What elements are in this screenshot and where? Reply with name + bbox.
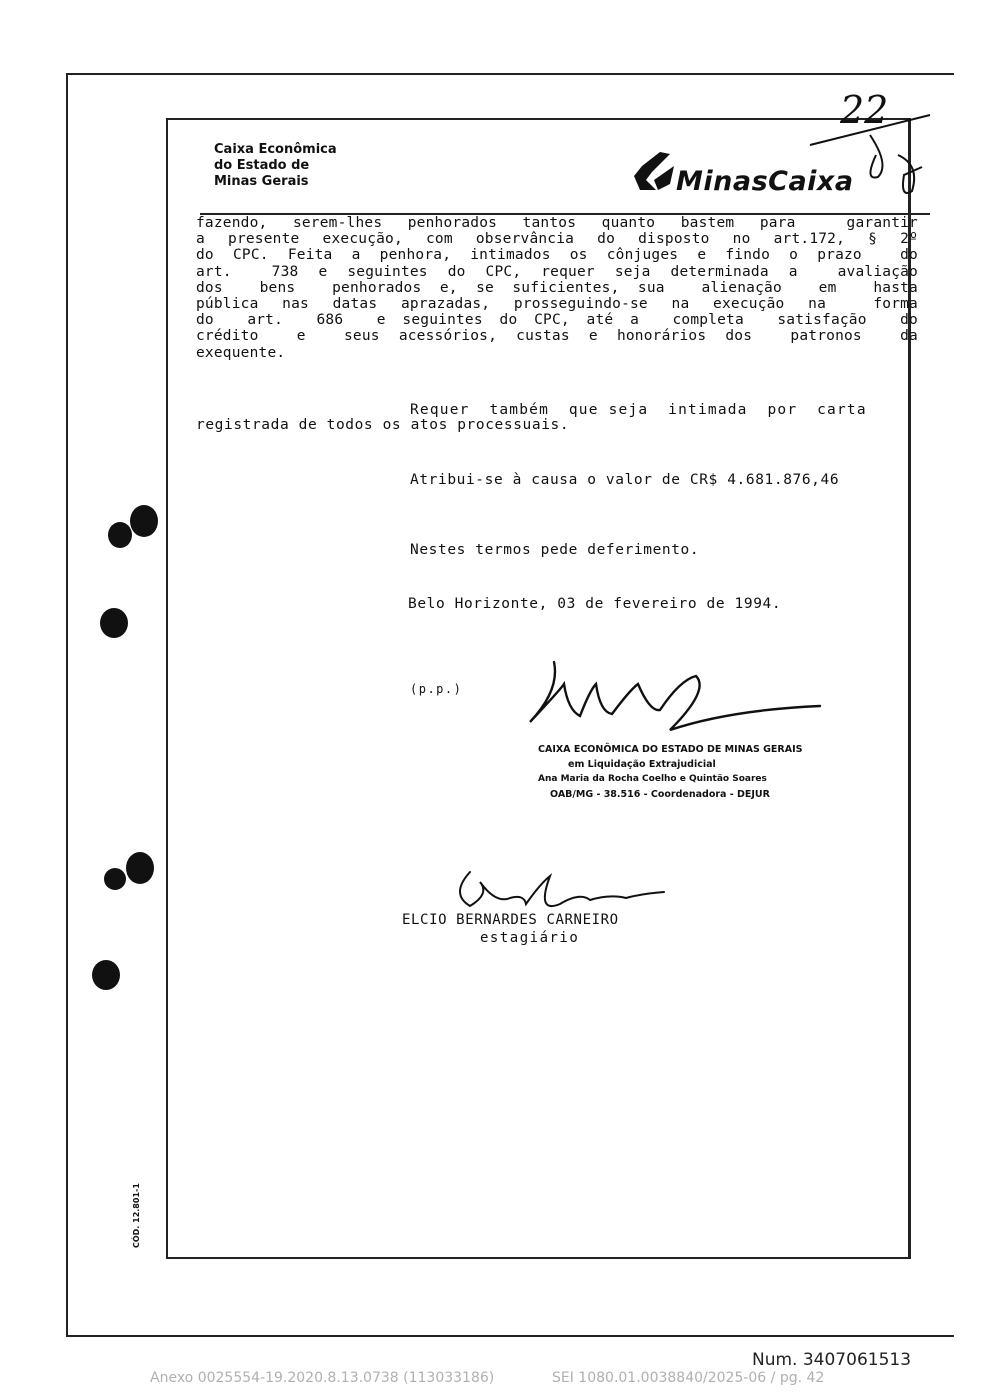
closing-request: Nestes termos pede deferimento.: [410, 542, 700, 558]
stamp-line-2: em Liquidação Extrajudicial: [568, 759, 716, 770]
attorney-stamp: [538, 742, 802, 802]
issuer-line-2: do Estado de: [214, 158, 310, 173]
pp-label: (p.p.): [410, 682, 463, 696]
case-value-line: Atribui-se à causa o valor de CR$ 4.681.876,46: [410, 472, 840, 488]
issuer-line-3: Minas Gerais: [214, 174, 309, 189]
petition-paragraph-2-line-2: registrada de todos os atos processuais.: [196, 417, 570, 433]
text-line: crédito e seus acessórios, custas e honorários dos patronos da: [196, 328, 918, 345]
text-line: do art. 686 e seguintes do CPC, até a completa satisfação do: [196, 312, 918, 329]
logo-wordmark: MinasCaixa: [676, 166, 854, 197]
petition-paragraph-1: [196, 215, 918, 361]
text-line: pública nas datas aprazadas, prosseguindo-se na execução na forma: [196, 296, 918, 313]
punch-hole: [104, 868, 126, 890]
handwritten-page-number: 22: [840, 88, 889, 132]
text-line: do CPC. Feita a penhora, intimados os cônjuges e findo o prazo do: [196, 247, 918, 264]
stamp-line-3: Ana Maria da Rocha Coelho e Quintão Soares: [538, 774, 767, 784]
punch-hole: [130, 505, 158, 537]
document-number: Num. 3407061513: [752, 1350, 912, 1370]
punch-hole: [92, 960, 120, 990]
attorney-signature-icon: [520, 650, 830, 740]
text-line: fazendo, serem-lhes penhorados tantos quanto bastem para garantir: [196, 215, 918, 231]
place-and-date: Belo Horizonte, 03 de fevereiro de 1994.: [408, 596, 782, 612]
sei-reference: SEI 1080.01.0038840/2025-06 / pg. 42: [552, 1370, 825, 1386]
stamp-line-1: CAIXA ECONÔMICA DO ESTADO DE MINAS GERAIS: [538, 744, 803, 755]
punch-hole: [126, 852, 154, 884]
text-line: a presente execução, com observância do disposto no art.172, § 2º: [196, 231, 918, 248]
intern-role: estagiário: [480, 930, 580, 946]
punch-hole: [100, 608, 128, 638]
issuer-line-1: Caixa Econômica: [214, 142, 337, 157]
minascaixa-logo-icon: [630, 150, 676, 196]
issuer-name: [214, 142, 337, 190]
petition-paragraph-2-line-1: Requer também que seja intimada por carta: [410, 402, 867, 418]
text-line: dos bens penhorados e, se suficientes, sua alienação em hasta: [196, 279, 918, 296]
text-line: exequente.: [196, 344, 286, 361]
annex-reference: Anexo 0025554-19.2020.8.13.0738 (113033186): [150, 1370, 495, 1386]
punch-hole: [108, 522, 132, 548]
form-code: CÓD. 12.801-1: [132, 1183, 141, 1248]
stamp-line-4: OAB/MG - 38.516 - Coordenadora - DEJUR: [550, 789, 770, 800]
text-line: art. 738 e seguintes do CPC, requer seja determinada a avaliação: [196, 263, 918, 280]
handwritten-mark-icon: [800, 95, 940, 205]
intern-name: ELCIO BERNARDES CARNEIRO: [402, 912, 619, 928]
